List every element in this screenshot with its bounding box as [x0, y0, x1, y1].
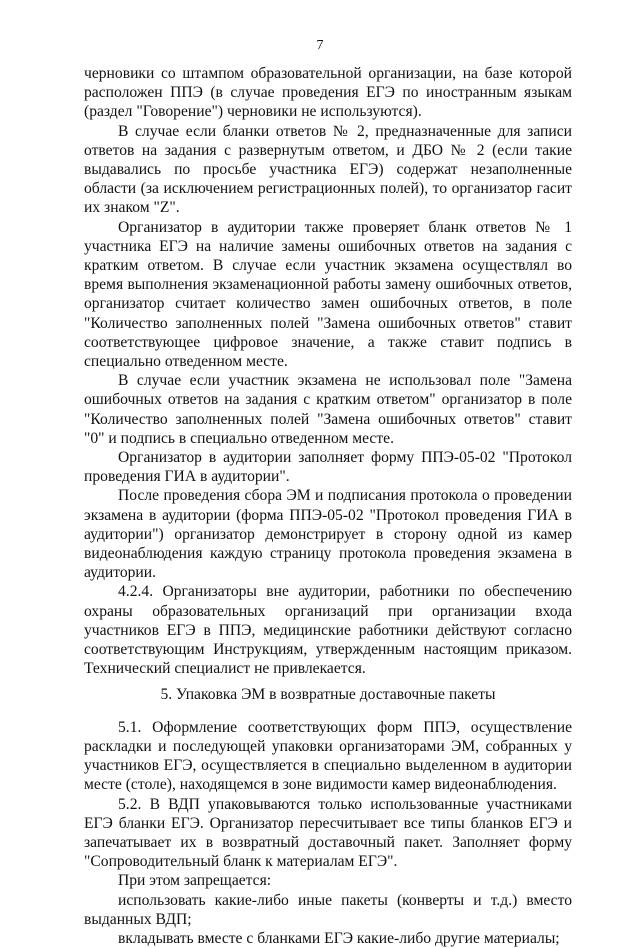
paragraph-drafts-stamp: черновики со штампом образовательной организации, на базе которой расположен ППЭ (в случае проведения ЕГЭ по иностранным языкам (раздел "Говорение") черновики не используются). — [84, 65, 572, 121]
paragraph-answer-replacement-check: Организатор в аудитории также проверяет бланк ответов № 1 участника ЕГЭ на наличие замены ошибочных ответов на задания с кратким ответом. В случае если участник экзамена осуществлял во время выполнения экзаменационной работы замену ошибочных ответов, организатор считает количество замен ошибочных ответов, в поле "Количество заполненных полей "Замена ошибочных ответов" ставит соответствующее цифровое значение, а также ставит подпись в специально отведенном месте. — [84, 218, 572, 371]
paragraph-other-packages: использовать какие-либо иные пакеты (конверты и т.д.) вместо выданных ВДП; — [84, 891, 572, 928]
paragraph-prohibited: При этом запрещается: — [118, 872, 272, 890]
paragraph-no-replacement: В случае если участник экзамена не использовал поле "Замена ошибочных ответов на задания с кратким ответом" организатор в поле "Количество заполненных полей "Замена ошибочных ответов" ставит "0" и подпись в специально отведенном месте. — [84, 372, 572, 447]
section-heading: 5. Упаковка ЭМ в возвратные доставочные пакеты — [160, 685, 496, 703]
page-number: 7 — [316, 38, 324, 53]
paragraph-5-1: 5.1. Оформление соответствующих форм ППЭ, осуществление раскладки и последующей упаковки организаторами ЭМ, собранных у участников ЕГЭ, осуществляется в специально выделенном в аудитории месте (столе), находящемся в зоне видимости камер видеонаблюдения. — [84, 718, 572, 794]
paragraph-blank-areas-z: В случае если бланки ответов № 2, предназначенные для записи ответов на задания с развернутым ответом, и ДБО № 2 (если такие выдавались по просьбе участника ЕГЭ) содержат незаполненные области (за исключением регистрационных полей), то организатор гасит их знаком "Z". — [84, 122, 572, 217]
paragraph-protocol-form: Организатор в аудитории заполняет форму ППЭ-05-02 "Протокол проведения ГИА в аудитории". — [84, 449, 572, 486]
paragraph-protocol-demonstration: После проведения сбора ЭМ и подписания протокола о проведении экзамена в аудитории (форма ППЭ-05-02 "Протокол проведения ГИА в аудитории") организатор демонстрирует в сторону одной из камер видеонаблюдения каждую страницу протокола проведения экзамена в аудитории. — [84, 487, 572, 582]
paragraph-5-2: 5.2. В ВДП упаковываются только использованные участниками ЕГЭ бланки ЕГЭ. Организатор пересчитывает все типы бланков ЕГЭ и запечатывает их в возвратный доставочный пакет. Заполняет форму "Сопроводительный бланк к материалам ЕГЭ". — [84, 795, 572, 871]
document-body — [84, 64, 572, 948]
paragraph-other-materials: вкладывать вместе с бланками ЕГЭ какие-либо другие материалы; — [118, 929, 560, 947]
paragraph-4-2-4: 4.2.4. Организаторы вне аудитории, работники по обеспечению охраны образовательных организаций при организации входа участников ЕГЭ в ППЭ, медицинские работники действуют согласно соответствующим Инструкциям, утвержденным настоящим приказом. Технический специалист не привлекается. — [84, 583, 572, 678]
